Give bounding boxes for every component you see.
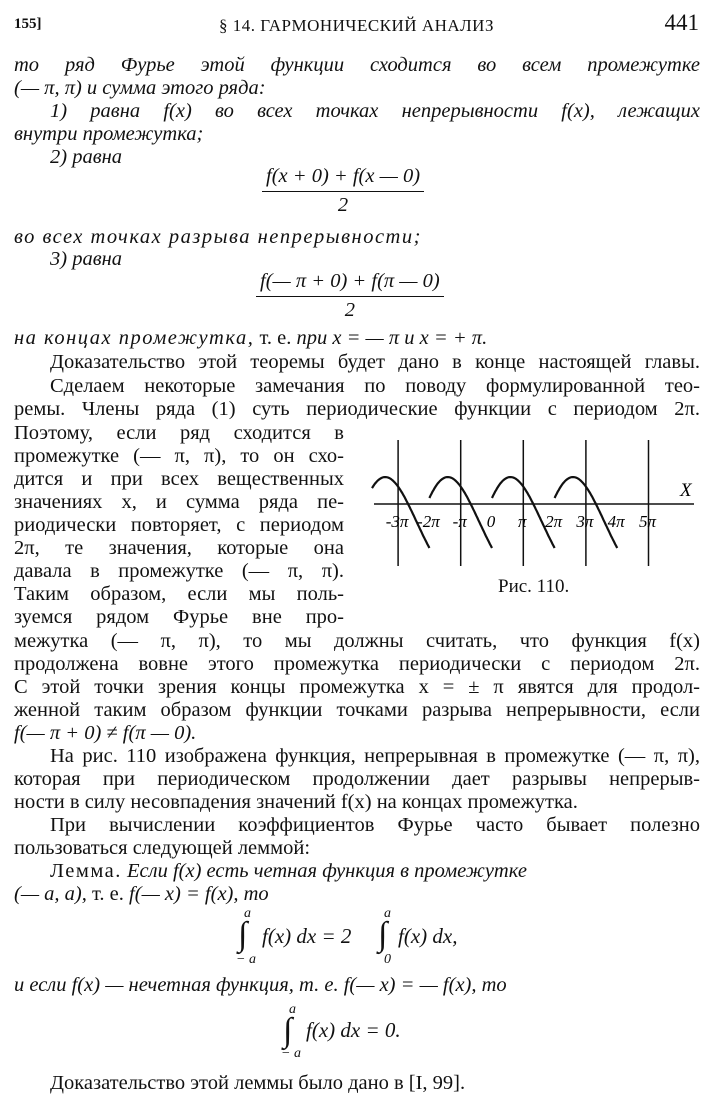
text-line: значениях x, и сумма ряда пе- xyxy=(14,491,344,513)
text-line: 2) равна xyxy=(50,146,123,168)
section-number: 155] xyxy=(14,16,42,32)
text-line: (— π, π) и сумма этого ряда: xyxy=(14,77,266,99)
text-line: 1) равна f(x) во всех точках непрерывности f(x), лежащих xyxy=(50,100,700,122)
lower-limit: − a xyxy=(236,952,256,967)
text-line: давала в промежутке (— π, π). xyxy=(14,560,344,582)
tick-label: -3π xyxy=(385,512,409,531)
upper-limit: a xyxy=(384,906,391,921)
tick-label: -2π xyxy=(417,512,440,531)
text-span: т. е. xyxy=(254,327,297,349)
text-line: промежутке (— π, π), то он схо- xyxy=(14,445,344,467)
text-span: при xyxy=(296,327,328,349)
figure-caption: Рис. 110. xyxy=(498,576,570,597)
page-number: 441 xyxy=(664,10,699,35)
upper-limit: a xyxy=(289,1002,296,1017)
text-span: Если f(x) есть четная функция в промежутке xyxy=(121,860,527,882)
lower-limit: 0 xyxy=(384,952,391,967)
running-title: § 14. ГАРМОНИЧЕСКИЙ АНАЛИЗ xyxy=(219,16,494,35)
fraction-midpoint xyxy=(262,163,424,218)
figure-periodic-function xyxy=(370,432,704,582)
fraction-numerator: f(— π + 0) + f(π — 0) xyxy=(256,268,444,297)
text-line: и если f(x) — нечетная функция, т. е. f(— x) = — f(x), то xyxy=(14,974,507,996)
fraction-denominator: 2 xyxy=(337,194,349,216)
text-line: во всех точках разрыва непрерывности; xyxy=(14,226,422,248)
text-line: На рис. 110 изображена функция, непрерывная в промежутке (— π, π), xyxy=(50,745,700,767)
text-line: 3) равна xyxy=(50,248,123,270)
text-line: f(— π + 0) ≠ f(π — 0). xyxy=(14,722,197,744)
tick-label: 4π xyxy=(607,512,625,531)
text-line: Доказательство этой теоремы будет дано в конце настоящей главы. xyxy=(50,351,700,373)
text-line: то ряд Фурье этой функции сходится во всем промежутке xyxy=(14,54,700,76)
tick-label: 5π xyxy=(638,512,657,531)
figure-tick-labels xyxy=(386,512,657,531)
tick-label: 3π xyxy=(576,512,594,531)
text-line: ности в силу несовпадения значений f(x) на концах промежутка. xyxy=(14,791,578,813)
lemma-label: Лемма. xyxy=(50,860,122,882)
lower-limit: − a xyxy=(281,1046,301,1061)
text-line: Поэтому, если ряд сходится в xyxy=(14,422,344,444)
text-span: (— a, a), xyxy=(14,883,87,905)
text-span: f(— x) = f(x), то xyxy=(129,883,269,905)
tick-label: 0 xyxy=(486,512,496,531)
text-line: межутка (— π, π), то мы должны считать, что функция f(x) xyxy=(14,630,700,652)
text-line: ремы. Члены ряда (1) суть периодические функции с периодом 2π. xyxy=(14,398,700,420)
text-line: продолжена вовне этого промежутка периодически с периодом 2π. xyxy=(14,653,700,675)
text-line: зуемся рядом Фурье вне про- xyxy=(14,606,344,628)
text-line xyxy=(14,859,700,883)
text-span: на концах промежутка, xyxy=(14,327,255,349)
fraction-denominator: 2 xyxy=(344,299,355,321)
text-span: x = — π и x = + π. xyxy=(327,327,488,349)
page-header xyxy=(14,10,699,38)
tick-label: -π xyxy=(452,512,467,531)
figure-vertical-lines xyxy=(398,440,648,566)
text-line: внутри промежутка; xyxy=(14,123,204,145)
text-line xyxy=(14,326,700,350)
equation-part: f(x) dx = 2 xyxy=(262,924,352,948)
tick-label: 2π xyxy=(545,512,563,531)
text-line: Доказательство этой леммы было дано в [I, 99]. xyxy=(50,1072,466,1094)
tick-label: π xyxy=(518,512,527,531)
equation-part: f(x) dx, xyxy=(398,924,458,948)
text-line: 2π, те значения, которые она xyxy=(14,537,344,559)
text-line: пользоваться следующей леммой: xyxy=(14,837,311,859)
text-line: риодически повторяет, с периодом xyxy=(14,514,344,536)
text-line: Таким образом, если мы поль- xyxy=(14,583,344,605)
upper-limit: a xyxy=(244,906,251,921)
text-span: т. е. xyxy=(86,883,130,905)
text-line: женной таким образом функции точками разрыва непрерывности, если xyxy=(14,699,700,721)
integral-sign: ∫ xyxy=(378,916,388,953)
integral-sign: ∫ xyxy=(238,916,248,953)
text-line: При вычислении коэффициентов Фурье часто бывает полезно xyxy=(50,814,700,836)
fraction-endpoints xyxy=(256,268,444,323)
text-line: которая при периодическом продолжении дает разрывы непрерыв- xyxy=(14,768,700,790)
text-line: С этой точки зрения концы промежутка x = ± π явятся для продол- xyxy=(14,676,700,698)
text-line xyxy=(14,882,700,906)
text-line: Сделаем некоторые замечания по поводу формулированной тео- xyxy=(50,375,700,397)
equation-part: f(x) dx = 0. xyxy=(306,1018,401,1042)
text-line: дится и при всех вещественных xyxy=(14,468,344,490)
fraction-numerator: f(x + 0) + f(x — 0) xyxy=(262,163,424,192)
x-axis-label: X xyxy=(680,480,692,501)
integral-sign: ∫ xyxy=(283,1012,293,1049)
